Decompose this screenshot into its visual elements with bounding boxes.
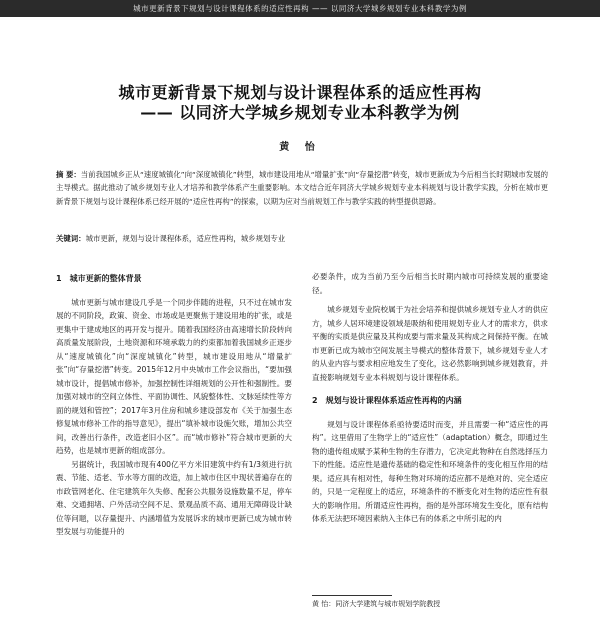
author: 黄 怡: [279, 142, 321, 153]
paragraph: 城乡规划专业院校属于为社会培养和提供城乡规划专业人才的供应方，城乡人居环境建设领域是吸纳和使用规划专业人才的需求方，供求平衡的实质是供应量及其构成要与需求量及其构成之间保持平衡。在城市更新已成为城市空间发展主导模式的整体背景下，城乡规划专业人才的从业内容与要求相应地发生了变化，这必然影响到城乡规划教育，并直接影响规划专业本科规划与设计课程体系。: [312, 305, 548, 382]
paragraph: 必要条件，成为当前乃至今后相当长时期内城市可持续发展的重要途径。: [312, 272, 548, 295]
keywords: [56, 233, 548, 245]
abstract-label: 摘 要：: [56, 170, 81, 179]
keywords-label: 关键词：: [56, 234, 86, 243]
footnote: 黄 怡：同济大学建筑与城市规划学院教授: [312, 600, 441, 608]
paper-subtitle: —— 以同济大学城乡规划专业本科教学为例: [140, 103, 460, 122]
running-header: 城市更新背景下规划与设计课程体系的适应性再构 —— 以同济大学城乡规划专业本科教学为例: [0, 0, 600, 17]
section-heading: 1 城市更新的整体背景: [56, 274, 142, 283]
section-heading: 2 规划与设计课程体系适应性再构的内涵: [312, 396, 462, 405]
paper-title: 城市更新背景下规划与设计课程体系的适应性再构: [118, 83, 482, 102]
abstract: [56, 168, 548, 208]
footnote-rule: [312, 595, 392, 596]
paragraph: 规划与设计课程体系亟待要适时而变，并且需要一种“适应性的再构”。这里借用了生物学上的“适应性”（adaptation）概念，即通过生物的遗传组成赋予某种生物的生存潜力，它决定此物种在自然选择压力下的性能。适应性是遗传基础的稳定性和环境条件的变化相互作用的结果。适应具有相对性，每种生物对环境的适应都不是绝对的、完全适应的，只是一定程度上的适应，环境条件的不断变化对生物的适应性有很大的影响作用。所谓适应性再构，指的是外部环境发生变化，原有结构体系无法把环境因素纳入主体已有的体系之中所引起的内: [312, 419, 548, 523]
left-column: [56, 270, 292, 539]
right-column: [312, 270, 548, 526]
paragraph: 另据统计，我国城市现有400亿平方米旧建筑中约有1/3须进行抗震、节能、适老、节水等方面的改造，加上城市住区中现状普遍存在的市政管网老化、住宅建筑年久失修、配套公共服务设施数量不足，停车难、交通拥堵、户外活动空间不足、景观品质不高、通用无障碍设计缺位等问题，以存量提升、内涵增值为发展诉求的城市更新已成为城市转型发展与功能提升的: [56, 459, 292, 536]
abstract-text: 当前我国城乡正从“速度城镇化”向“深度城镇化”转型，城市建设用地从“增量扩张”向“存量挖潜”转变，城市更新成为今后相当长时期城市发展的主导模式。据此推动了城乡规划专业人才培养和教学体系产生重要影响。本文结合近年同济大学城乡规划专业本科规划与设计教学实践，分析在城市更新背景下规划与设计课程体系已经开展的“适应性再构”的探索，以期为应对当前规划工作与教学实践的转型提供思路。: [56, 170, 548, 206]
paragraph: 城市更新与城市建设几乎是一个同步伴随的进程，只不过在城市发展的不同阶段，政策、资金、市场或是更聚焦于建设用地的扩张，或是更集中于建成地区的再开发与提升。随着我国经济由高速增长阶段转向高质量发展阶段，土地资源和环境承载力的约束都加着我国城乡正逐步从“速度城镇化”向“深度城镇化”转型，城市建设用地从“增量扩张”向“存量挖潜”转变。2015年12月中央城市工作会议指出，“要加强城市设计，提倡城市修补，加强控制性详细规划的公开性和强制性。要加强对城市的空间立体性、平面协调性、风貌整体性、文脉延续性等方面的规划和管控”；2017年3月住房和城乡建设部发布《关于加强生态修复城市修补工作的指导意见》，提出“填补城市设施欠账，增加公共空间，改善出行条件，改造老旧小区”。而“城市修补”符合城市更新的大趋势，也是城市更新的组成部分。: [56, 297, 292, 455]
keywords-text: 城市更新，规划与设计课程体系，适应性再构，城乡规划专业: [85, 234, 286, 243]
